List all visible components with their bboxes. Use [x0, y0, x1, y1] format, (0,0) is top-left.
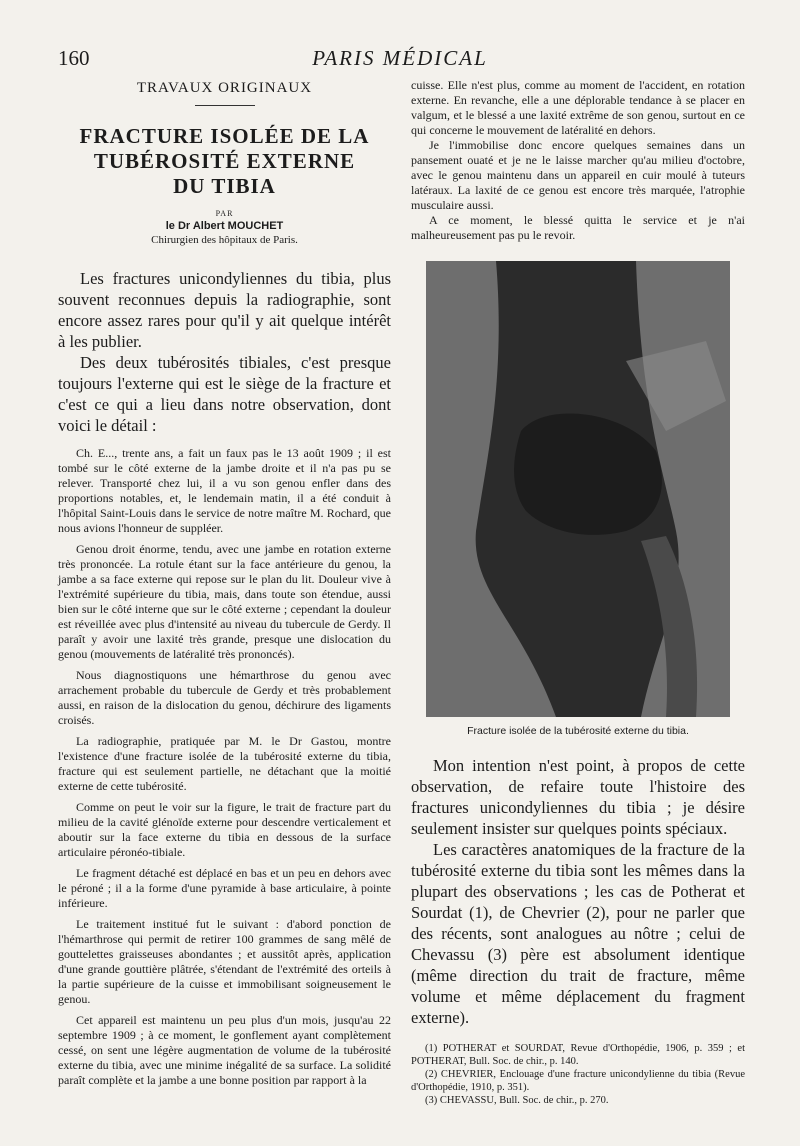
continuation-paragraph: cuisse. Elle n'est plus, comme au moment de l'accident, en rotation externe. En revanche, elle a une déplorable tendance à se placer en valgum, et le blessé a une laxité extrême de son genou, surtout en ce qui concerne le mouvement de latéralité en dehors. [411, 78, 745, 137]
observation-paragraph: La radiographie, pratiquée par M. le Dr Gastou, montre l'existence d'une fracture isolée de la tubérosité externe du tibia, fracture qui est seulement partielle, ne détachant que la moitié externe de cette tubérosité. [58, 734, 391, 793]
intro-paragraph: Les fractures unicondyliennes du tibia, plus souvent reconnues depuis la radiographie, sont encore assez rares pour qu'il y ait quelque intérêt à les publier. [58, 269, 391, 351]
observation-paragraph: Genou droit énorme, tendu, avec une jambe en rotation externe très prononcée. La rotule étant sur la face antérieure du genou, la jambe a sa face externe qui repose sur le plan du lit. Douleur vive à l'extrémité supérieure du tibia, mais, dans toute son étendue, aussi bien sur le côté interne que sur le côté externe ; cependant la douleur est réveillée avec plus d'intensité au niveau du tubercule de Gerdy. Il paraît y avoir une laxité très grande, presque une dislocation du genou (mouvements de latéralité très prononcés). [58, 542, 391, 661]
title-line: DU TIBIA [173, 174, 276, 198]
observation-paragraph: Ch. E..., trente ans, a fait un faux pas le 13 août 1909 ; il est tombé sur le côté externe de la jambe droite et il n'a pas pu se relever. Transporté chez lui, il a vu son genou enfler dans des proportions notables, et, le lendemain matin, il a été conduit à l'hôpital Saint-Louis dans le service de notre maître M. Rochard, que nous avions l'honneur de suppléer. [58, 446, 391, 535]
footnote: (1) POTHERAT et SOURDAT, Revue d'Orthopédie, 1906, p. 359 ; et POTHERAT, Bull. Soc. de chir., p. 140. [411, 1043, 745, 1067]
observation-paragraph: Le traitement institué fut le suivant : d'abord ponction de l'hémarthrose qui permit de retirer 100 grammes de sang mêlé de gouttelettes graisseuses abondantes ; et aussitôt après, application d'une grande gouttière plâtrée, s'étendant de l'extrémité des orteils à la partie supérieure de la cuisse et immobilisant soigneusement le genou. [58, 917, 391, 1006]
title-line: FRACTURE ISOLÉE DE LA [79, 124, 370, 148]
continuation-paragraph: Je l'immobilise donc encore quelques semaines dans un pansement ouaté et je ne le laisse marcher qu'au milieu d'octobre, avec le genou maintenu dans un appareil en cuir moulé à tuteurs latéraux. La laxité de ce genou est encore très marquée, l'atrophie musculaire aussi. [411, 138, 745, 212]
continuation-paragraph: A ce moment, le blessé quitta le service et je n'ai malheureusement pas pu le revoir. [411, 213, 745, 242]
left-column [58, 78, 391, 1088]
case-observation [58, 446, 391, 1088]
title-line: TUBÉROSITÉ EXTERNE [93, 149, 356, 173]
right-column [411, 78, 745, 1107]
author-role: Chirurgien des hôpitaux de Paris. [151, 234, 298, 246]
page-header [50, 46, 750, 76]
journal-title: PARIS MÉDICAL [312, 46, 488, 70]
page-number: 160 [58, 46, 90, 70]
byline-by: PAR [215, 209, 234, 218]
observation-paragraph: Nous diagnostiquons une hémarthrose du genou avec arrachement probable du tubercule de Gerdy et très probablement aussi, en raison de la dislocation du genou, déchirure des ligaments croisés. [58, 668, 391, 727]
discussion-paragraph: Mon intention n'est point, à propos de cette observation, de refaire toute l'histoire des fractures unicondyliennes du tibia ; je désire seulement insister sur quelques points spéciaux. [411, 756, 745, 838]
observation-paragraph: Cet appareil est maintenu un peu plus d'un mois, jusqu'au 22 septembre 1909 ; à ce moment, le gonflement ayant complètement cessé, on sent une légère augmentation de volume de la tubérosité externe du tibia, avec une minime inégalité de sa surface. La solidité paraît complète et la jambe a une bonne position par rapport à la [58, 1013, 391, 1087]
observation-paragraph: Le fragment détaché est déplacé en bas et un peu en dehors avec le péroné ; il a la forme d'une pyramide à base articulaire, à pointe inférieure. [58, 866, 391, 910]
intro-paragraph: Des deux tubérosités tibiales, c'est presque toujours l'externe qui est le siège de la fracture et c'est ce qui a lieu dans notre observation, dont voici le détail : [58, 353, 391, 435]
section-divider [195, 105, 255, 106]
footnotes [411, 1042, 745, 1107]
xray-image [426, 261, 730, 717]
section-label: TRAVAUX ORIGINAUX [136, 80, 313, 96]
footnote: (2) CHEVRIER, Enclouage d'une fracture unicondylienne du tibia (Revue d'Orthopédie, 1910, p. 351). [411, 1069, 745, 1093]
footnote: (3) CHEVASSU, Bull. Soc. de chir., p. 270. [425, 1095, 609, 1106]
figure-caption: Fracture isolée de la tubérosité externe du tibia. [467, 725, 689, 737]
observation-paragraph: Comme on peut le voir sur la figure, le trait de fracture part du milieu de la cavité glénoïde externe pour descendre verticalement et aboutir sur la face externe du tibia en dessous de la surface articulaire péronéo-tibiale. [58, 800, 391, 859]
article-title [58, 124, 391, 199]
introduction [58, 268, 391, 436]
author-name: le Dr Albert MOUCHET [165, 220, 284, 232]
discussion-paragraph: Les caractères anatomiques de la fracture de la tubérosité externe du tibia sont les mêmes dans la plupart des observations ; les cas de Potherat et Sourdat (1), de Chevrier (2), pour ne parler que des récents, sont analogues au nôtre ; celui de Chevassu (3) père est absolument identique (même direction du trait de fracture, même volume et même déplacement du fragment externe). [411, 840, 745, 1027]
knee-radiograph [426, 261, 730, 717]
